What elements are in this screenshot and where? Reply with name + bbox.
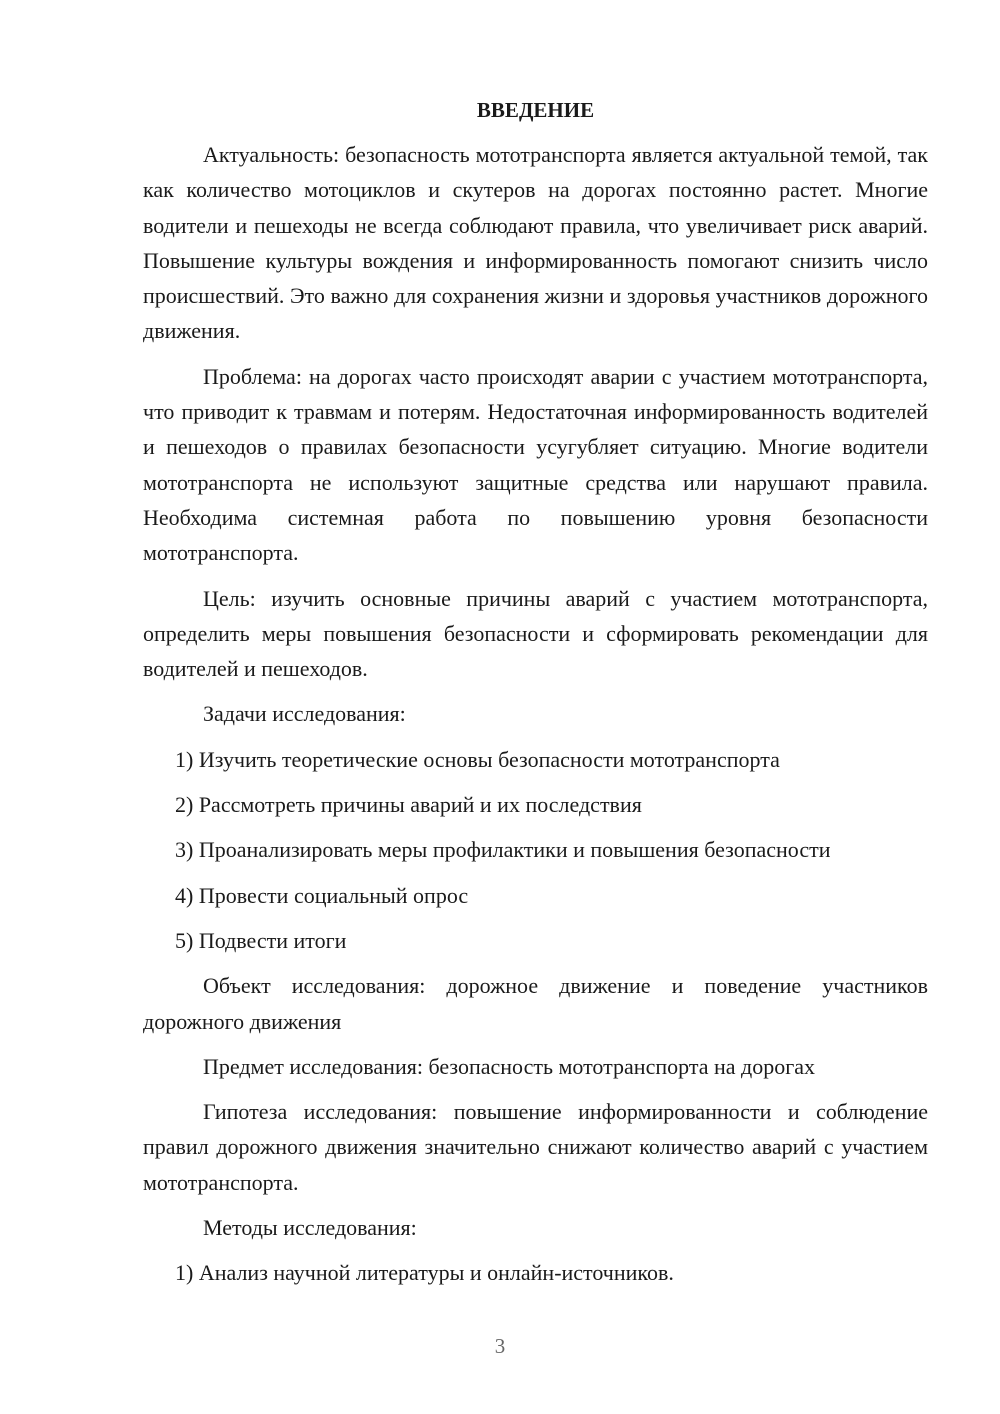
- paragraph-relevance: Актуальность: безопасность мототранспорта является актуальной темой, так как количество мотоциклов и скутеров на дорогах постоянно растет. Многие водители и пешеходы не всегда соблюдают правила, что увеличивает риск аварий. Повышение культуры вождения и информированность помогают снизить число происшествий. Это важно для сохранения жизни и здоровья участников дорожного движения.: [143, 142, 928, 344]
- page-content: [143, 96, 928, 1291]
- page-number: 3: [494, 1334, 506, 1358]
- section-heading: ВВЕДЕНИЕ: [476, 98, 595, 122]
- task-item: 3) Проанализировать меры профилактики и повышения безопасности: [175, 837, 831, 863]
- tasks-title: Задачи исследования:: [203, 701, 406, 727]
- task-item: 4) Провести социальный опрос: [175, 882, 469, 908]
- paragraph-problem: Проблема: на дорогах часто происходят аварии с участием мототранспорта, что приводит к травмам и потерям. Недостаточная информированность водителей и пешеходов о правилах безопасности усугубляет ситуацию. Многие водители мототранспорта не используют защитные средства или нарушают правила. Необходима системная работа по повышению уровня безопасности мототранспорта.: [143, 363, 928, 566]
- task-item: 2) Рассмотреть причины аварий и их последствия: [175, 792, 642, 818]
- methods-title: Методы исследования:: [203, 1215, 417, 1241]
- paragraph-subject: Предмет исследования: безопасность мототранспорта на дорогах: [203, 1053, 815, 1079]
- paragraph-hypothesis: Гипотеза исследования: повышение информированности и соблюдение правил дорожного движения значительно снижают количество аварий с участием мототранспорта.: [143, 1099, 928, 1195]
- task-item: 5) Подвести итоги: [175, 927, 347, 953]
- method-item: 1) Анализ научной литературы и онлайн-источников.: [175, 1260, 674, 1286]
- paragraph-object: Объект исследования: дорожное движение и поведение участников дорожного движения: [143, 973, 928, 1034]
- paragraph-goal: Цель: изучить основные причины аварий с участием мототранспорта, определить меры повышения безопасности и сформировать рекомендации для водителей и пешеходов.: [143, 585, 928, 682]
- task-item: 1) Изучить теоретические основы безопасности мототранспорта: [175, 746, 780, 772]
